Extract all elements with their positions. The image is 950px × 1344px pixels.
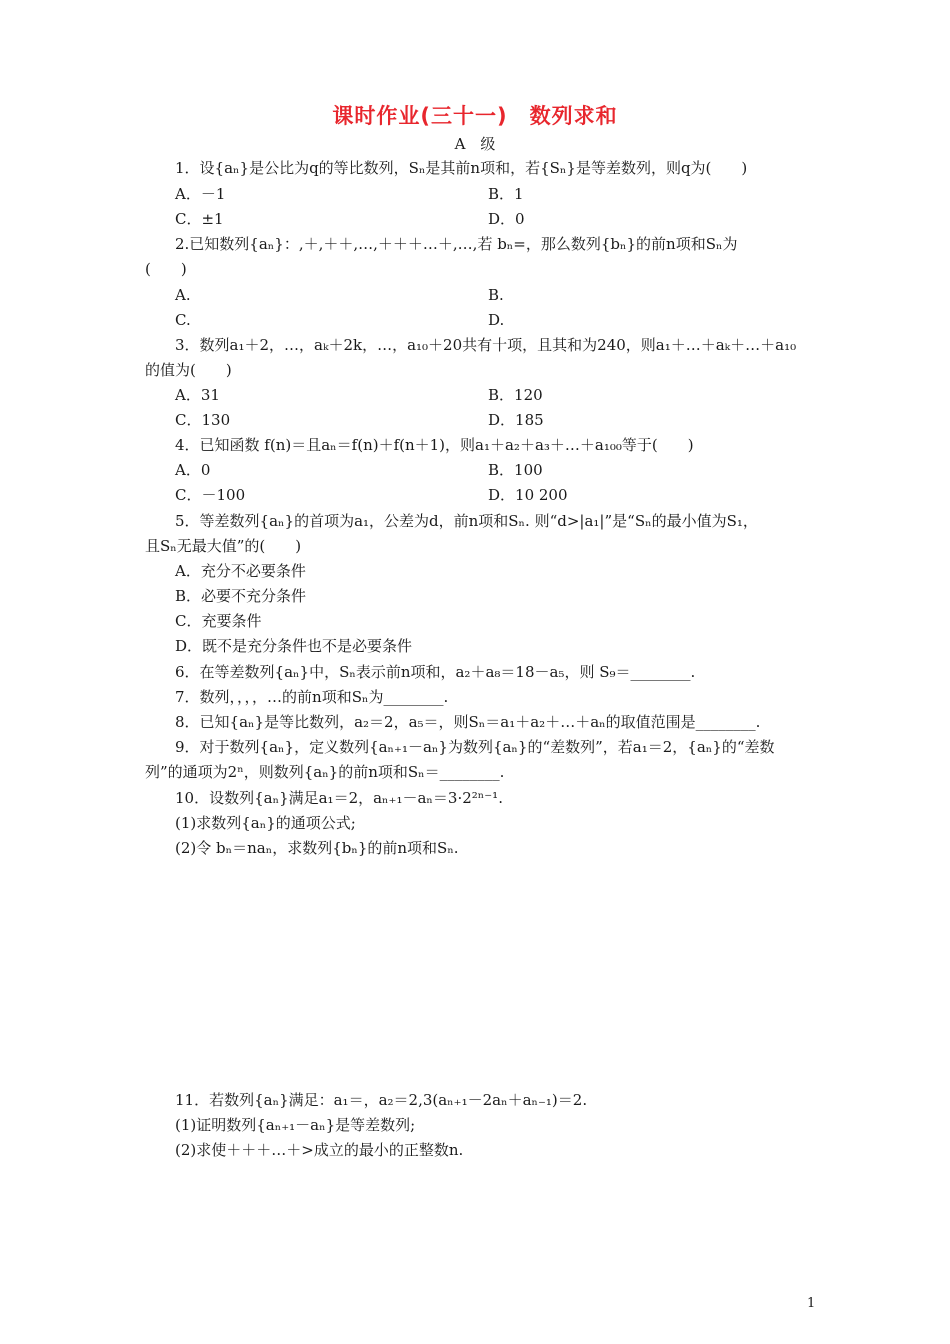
question-5-option-a: A．充分不必要条件 — [175, 562, 306, 580]
question-10-stem: 10．设数列{aₙ}满足a₁＝2，aₙ₊₁－aₙ＝3·2²ⁿ⁻¹. — [175, 789, 503, 807]
question-4-option-d: D．10 200 — [488, 486, 568, 504]
question-2-option-b: B. — [488, 286, 504, 304]
question-10-part-2: (2)令 bₙ＝naₙ，求数列{bₙ}的前n项和Sₙ. — [175, 839, 459, 857]
question-11-part-1: (1)证明数列{aₙ₊₁－aₙ}是等差数列; — [175, 1116, 416, 1134]
question-7: 7．数列，，，，…的前n项和Sₙ为________. — [175, 688, 449, 706]
question-3-option-b: B．120 — [488, 386, 543, 404]
question-2-stem: 2.已知数列{aₙ}：,＋,＋＋,…,＋＋＋…＋,…,若 bₙ=，那么数列{bₙ}的前n项和Sₙ为 — [175, 235, 738, 253]
question-5-option-b: B．必要不充分条件 — [175, 587, 307, 605]
page-title: 课时作业(三十一) 数列求和 — [332, 104, 618, 128]
question-2-option-c: C. — [175, 311, 191, 329]
question-2-option-d: D. — [488, 311, 505, 329]
question-5-stem-cont: 且Sₙ无最大值”的( ) — [145, 537, 302, 555]
question-1-option-b: B．1 — [488, 185, 524, 203]
question-3-option-c: C．130 — [175, 411, 231, 429]
page-number: 1 — [807, 1296, 816, 1311]
question-4-stem: 4．已知函数 f(n)＝且aₙ＝f(n)＋f(n＋1)，则a₁＋a₂＋a₃＋…＋a₁₀₀等于( ) — [175, 436, 694, 454]
question-5-option-c: C．充要条件 — [175, 612, 262, 630]
question-11-stem: 11．若数列{aₙ}满足：a₁＝，a₂＝2,3(aₙ₊₁－2aₙ＋aₙ₋₁)＝2. — [175, 1091, 588, 1109]
question-1-option-c: C．±1 — [175, 210, 224, 228]
question-9-line-2: 列”的通项为2ⁿ，则数列{aₙ}的前n项和Sₙ＝________. — [145, 763, 505, 781]
question-3-stem: 3．数列a₁＋2，…，aₖ＋2k，…，a₁₀＋20共有十项，且其和为240，则a₁＋…＋aₖ＋…＋a₁₀ — [175, 336, 797, 354]
question-3-option-a: A．31 — [175, 386, 220, 404]
question-5-option-d: D．既不是充分条件也不是必要条件 — [175, 637, 413, 655]
question-11-part-2: (2)求使＋＋＋…＋>成立的最小的正整数n. — [175, 1141, 464, 1159]
question-4-option-b: B．100 — [488, 461, 543, 479]
question-9-line-1: 9．对于数列{aₙ}，定义数列{aₙ₊₁－aₙ}为数列{aₙ}的“差数列”，若a₁＝2，{aₙ}的“差数 — [175, 738, 775, 756]
question-3-stem-cont: 的值为( ) — [145, 361, 232, 379]
question-2-stem-cont: ( ) — [145, 260, 187, 278]
question-6: 6．在等差数列{aₙ}中，Sₙ表示前n项和，a₂＋a₈＝18－a₅，则 S₉＝________. — [175, 663, 696, 681]
question-8: 8．已知{aₙ}是等比数列，a₂＝2，a₅＝，则Sₙ＝a₁＋a₂＋…＋aₙ的取值范围是________. — [175, 713, 761, 731]
question-1-option-d: D．0 — [488, 210, 525, 228]
question-5-stem: 5．等差数列{aₙ}的首项为a₁，公差为d，前n项和Sₙ. 则“d>|a₁|”是“Sₙ的最小值为S₁， — [175, 512, 758, 530]
question-3-option-d: D．185 — [488, 411, 544, 429]
question-1-stem: 1．设{aₙ}是公比为q的等比数列，Sₙ是其前n项和，若{Sₙ}是等差数列，则q为( ) — [175, 159, 748, 177]
level-heading: A 级 — [454, 135, 496, 153]
question-2-option-a: A. — [175, 286, 191, 304]
question-4-option-c: C．－100 — [175, 486, 246, 504]
question-1-option-a: A．－1 — [175, 185, 226, 203]
question-4-option-a: A．0 — [175, 461, 211, 479]
question-10-part-1: (1)求数列{aₙ}的通项公式; — [175, 814, 356, 832]
